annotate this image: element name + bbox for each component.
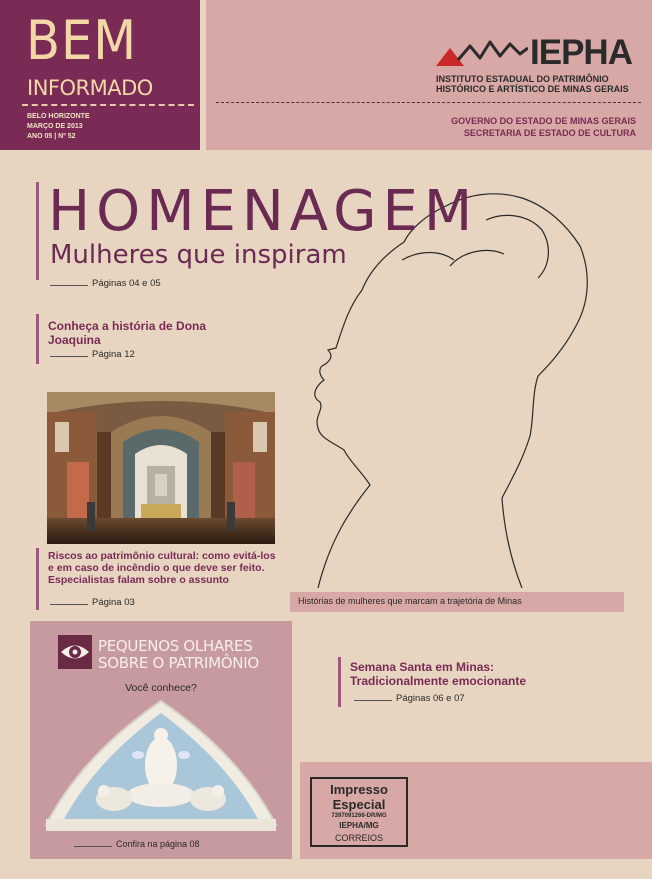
olhares-page-ref-text: Confira na página 08 <box>116 839 200 849</box>
postal-type-line1: Impresso <box>330 782 388 797</box>
church-interior-photo <box>47 392 275 544</box>
dona-joaquina-headline: Conheça a história de Dona Joaquina <box>48 319 207 347</box>
masthead-title-informado: INFORMADO <box>27 76 153 100</box>
postal-code: 7397091266-DR/MG <box>331 813 387 819</box>
silhouette-caption-bar <box>290 592 624 612</box>
postal-box <box>300 762 652 859</box>
riscos-page-ref-text: Página 03 <box>92 597 135 608</box>
riscos-page-ref <box>50 597 135 608</box>
government-name: GOVERNO DO ESTADO DE MINAS GERAIS <box>451 116 636 126</box>
silhouette-caption: Histórias de mulheres que marcam a trajetória de Minas <box>298 596 522 606</box>
pequenos-olhares-title-1: PEQUENOS OLHARES <box>98 637 253 655</box>
dona-page-ref-text: Página 12 <box>92 349 135 360</box>
pequenos-olhares-title <box>98 638 259 672</box>
headline-accent-bar <box>36 182 39 280</box>
pequenos-olhares-question: Você conhece? <box>125 682 197 694</box>
masthead-issue: ANO 05 | Nº 52 <box>27 133 76 140</box>
iepha-logo-name: IEPHA <box>530 33 632 72</box>
postal-org: IEPHA/MG <box>339 821 379 830</box>
semana-page-ref <box>354 693 465 704</box>
masthead-divider <box>22 104 194 106</box>
semana-accent-bar <box>338 657 341 707</box>
semana-page-ref-text: Páginas 06 e 07 <box>396 693 465 704</box>
postal-stamp <box>310 777 408 847</box>
cover-headline: HOMENAGEM <box>48 179 479 244</box>
riscos-headline: Riscos ao patrimônio cultural: como evitá-los e em caso de incêndio o que deve ser feito. Especialistas falam sobre o assunto <box>48 550 276 586</box>
headline-page-ref-text: Páginas 04 e 05 <box>92 278 161 289</box>
iepha-logo-mark <box>436 38 528 68</box>
postal-type-line2: Especial <box>332 797 386 812</box>
masthead-city: BELO HORIZONTE <box>27 113 90 120</box>
cover-subheadline: Mulheres que inspiram <box>50 240 347 270</box>
eye-icon <box>58 635 92 669</box>
dona-accent-bar <box>36 314 39 364</box>
masthead-date: MARÇO DE 2013 <box>27 123 83 130</box>
postal-carrier: CORREIOS <box>334 833 383 843</box>
riscos-accent-bar <box>36 548 39 610</box>
pequenos-olhares-box <box>30 621 292 859</box>
header-divider <box>216 102 641 103</box>
tympanum-relief-image <box>42 695 280 835</box>
masthead-title-bem: BEM <box>26 9 138 72</box>
semana-santa-headline: Semana Santa em Minas: Tradicionalmente emocionante <box>350 660 527 688</box>
iepha-full-name-1: INSTITUTO ESTADUAL DO PATRIMÔNIO <box>436 74 609 84</box>
secretariat-name: SECRETARIA DE ESTADO DE CULTURA <box>463 128 636 138</box>
olhares-page-ref <box>74 839 200 849</box>
dona-page-ref <box>50 349 135 360</box>
pequenos-olhares-title-2: SOBRE O PATRIMÔNIO <box>98 654 259 672</box>
iepha-full-name-2: HISTÓRICO E ARTÍSTICO DE MINAS GERAIS <box>436 84 629 94</box>
headline-page-ref <box>50 278 161 289</box>
